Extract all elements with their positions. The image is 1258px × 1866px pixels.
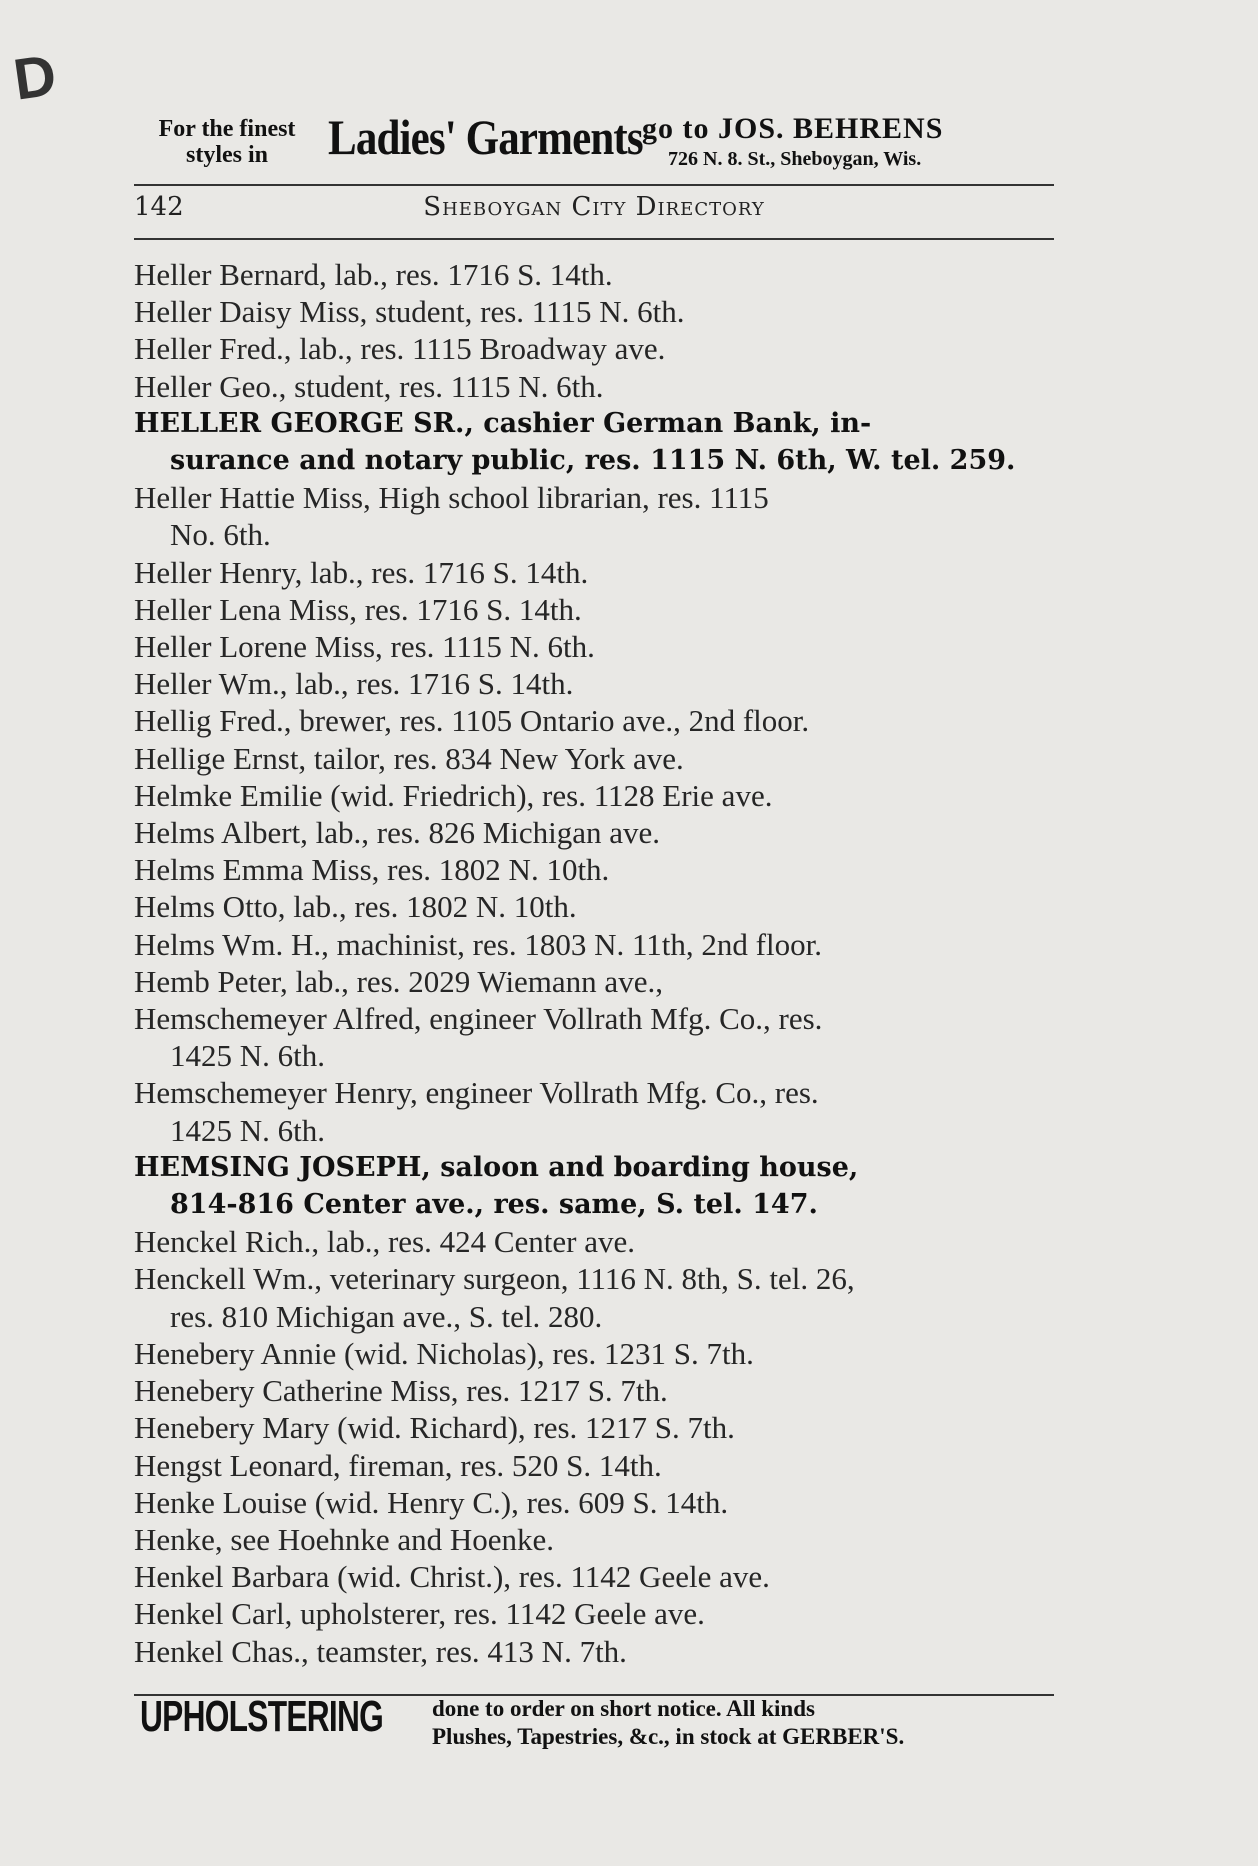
directory-entry — [134, 1372, 1054, 1409]
directory-entry — [134, 1484, 1054, 1521]
directory-entry — [134, 1521, 1054, 1558]
directory-entry — [134, 1409, 1054, 1446]
entry-text: Henkel Barbara (wid. Christ.), res. 1142 Geele ave. — [134, 1559, 770, 1595]
entry-text: Heller Hattie Miss, High school librarian, res. 1115 — [134, 480, 769, 516]
directory-entry — [134, 1335, 1054, 1372]
entry-text: HEMSING JOSEPH, saloon and boarding house, — [134, 1151, 859, 1183]
header-advertisement — [134, 108, 1054, 174]
directory-entry — [134, 1260, 1054, 1334]
entry-text: Henkel Chas., teamster, res. 413 N. 7th. — [134, 1633, 627, 1669]
directory-entry — [134, 851, 1054, 888]
directory-entry — [134, 1074, 1054, 1148]
page-title: Sheboygan City Directory — [423, 192, 765, 222]
header-ad-left-line1: For the finest — [158, 116, 296, 142]
entry-text: Hemb Peter, lab., res. 2029 Wiemann ave., — [134, 963, 663, 999]
entry-text: Heller Bernard, lab., res. 1716 S. 14th. — [134, 257, 613, 292]
directory-entry — [134, 1000, 1054, 1074]
footer-ad-line1: done to order on short notice. All kinds — [432, 1696, 815, 1721]
directory-entry — [134, 740, 1054, 777]
directory-entry — [134, 554, 1054, 591]
entry-text: Hellig Fred., brewer, res. 1105 Ontario ave., 2nd floor. — [134, 703, 810, 739]
header-rule-top — [134, 184, 1054, 186]
directory-entry — [134, 405, 1054, 479]
entry-text: Heller Lorene Miss, res. 1115 N. 6th. — [134, 629, 595, 665]
directory-entry — [134, 1633, 1054, 1670]
entry-text: Hemschemeyer Alfred, engineer Vollrath Mfg. Co., res. — [134, 1001, 823, 1037]
entry-text: Henckell Wm., veterinary surgeon, 1116 N. 8th, S. tel. 26, — [134, 1261, 855, 1297]
entry-text: Henebery Annie (wid. Nicholas), res. 1231 S. 7th. — [134, 1335, 754, 1371]
entry-text: Henebery Mary (wid. Richard), res. 1217 S. 7th. — [134, 1410, 735, 1446]
directory-entry — [134, 1558, 1054, 1595]
directory-entry — [134, 293, 1054, 330]
entry-continuation: res. 810 Michigan ave., S. tel. 280. — [170, 1298, 603, 1334]
entry-text: HELLER GEORGE SR., cashier German Bank, in- — [134, 407, 872, 439]
directory-entry — [134, 1447, 1054, 1484]
directory-entry — [134, 888, 1054, 925]
entry-text: Heller Lena Miss, res. 1716 S. 14th. — [134, 591, 582, 627]
directory-entry — [134, 814, 1054, 851]
entry-continuation: 1425 N. 6th. — [170, 1038, 325, 1074]
entry-text: Helms Albert, lab., res. 826 Michigan ave. — [134, 815, 661, 851]
entry-text: Heller Daisy Miss, student, res. 1115 N. 6th. — [134, 294, 685, 330]
entry-text: Heller Geo., student, res. 1115 N. 6th. — [134, 368, 604, 404]
footer-advertisement — [140, 1692, 1054, 1762]
entry-text: Henckel Rich., lab., res. 424 Center ave. — [134, 1224, 635, 1260]
entry-continuation: 1425 N. 6th. — [170, 1112, 325, 1148]
header-ad-right-line1: go to JOS. BEHRENS — [642, 112, 944, 145]
entry-text: Henkel Carl, upholsterer, res. 1142 Geele ave. — [134, 1596, 705, 1632]
entry-continuation: surance and notary public, res. 1115 N. 6th, W. tel. 259. — [170, 445, 1016, 477]
directory-entry — [134, 1149, 1054, 1223]
entry-continuation: No. 6th. — [170, 517, 271, 553]
entry-text: Henebery Catherine Miss, res. 1217 S. 7th. — [134, 1373, 668, 1409]
entry-text: Hellige Ernst, tailor, res. 834 New York ave. — [134, 740, 684, 776]
entry-text: Henke Louise (wid. Henry C.), res. 609 S. 14th. — [134, 1484, 729, 1520]
directory-entry — [134, 1223, 1054, 1260]
directory-entry — [134, 368, 1054, 405]
entry-text: Heller Henry, lab., res. 1716 S. 14th. — [134, 554, 589, 590]
directory-entry — [134, 628, 1054, 665]
entry-text: Helms Emma Miss, res. 1802 N. 10th. — [134, 852, 610, 888]
footer-ad-line2: Plushes, Tapestries, &c., in stock at GERBER'S. — [432, 1724, 905, 1749]
entry-text: Henke, see Hoehnke and Hoenke. — [134, 1521, 555, 1557]
handwritten-corner-mark: D — [9, 42, 61, 113]
entry-text: Heller Wm., lab., res. 1716 S. 14th. — [134, 666, 574, 702]
directory-entry — [134, 665, 1054, 702]
header-ad-left-line2: styles in — [185, 142, 268, 168]
directory-entry — [134, 479, 1054, 553]
running-head — [134, 192, 1054, 232]
entry-text: Heller Fred., lab., res. 1115 Broadway ave. — [134, 331, 666, 367]
directory-entry — [134, 256, 1054, 293]
directory-listings — [134, 256, 1054, 1670]
header-ad-left-text — [134, 116, 320, 168]
footer-ad-feature: UPHOLSTERING — [140, 1692, 384, 1741]
page-number: 142 — [134, 192, 184, 222]
directory-entry — [134, 702, 1054, 739]
header-ad-right-line2: 726 N. 8. St., Sheboygan, Wis. — [668, 148, 922, 170]
directory-entry — [134, 330, 1054, 367]
directory-entry — [134, 1595, 1054, 1632]
entry-text: Hengst Leonard, fireman, res. 520 S. 14th. — [134, 1447, 662, 1483]
header-rule-bottom — [134, 238, 1054, 240]
directory-entry — [134, 926, 1054, 963]
entry-text: Helms Otto, lab., res. 1802 N. 10th. — [134, 889, 577, 925]
header-ad-feature: Ladies' Garments — [328, 109, 643, 165]
entry-text: Helmke Emilie (wid. Friedrich), res. 1128 Erie ave. — [134, 777, 773, 813]
entry-text: Hemschemeyer Henry, engineer Vollrath Mfg. Co., res. — [134, 1075, 819, 1111]
directory-entry — [134, 777, 1054, 814]
entry-text: Helms Wm. H., machinist, res. 1803 N. 11th, 2nd floor. — [134, 926, 822, 962]
directory-entry — [134, 591, 1054, 628]
directory-entry — [134, 963, 1054, 1000]
entry-continuation: 814-816 Center ave., res. same, S. tel. 147. — [170, 1189, 818, 1221]
